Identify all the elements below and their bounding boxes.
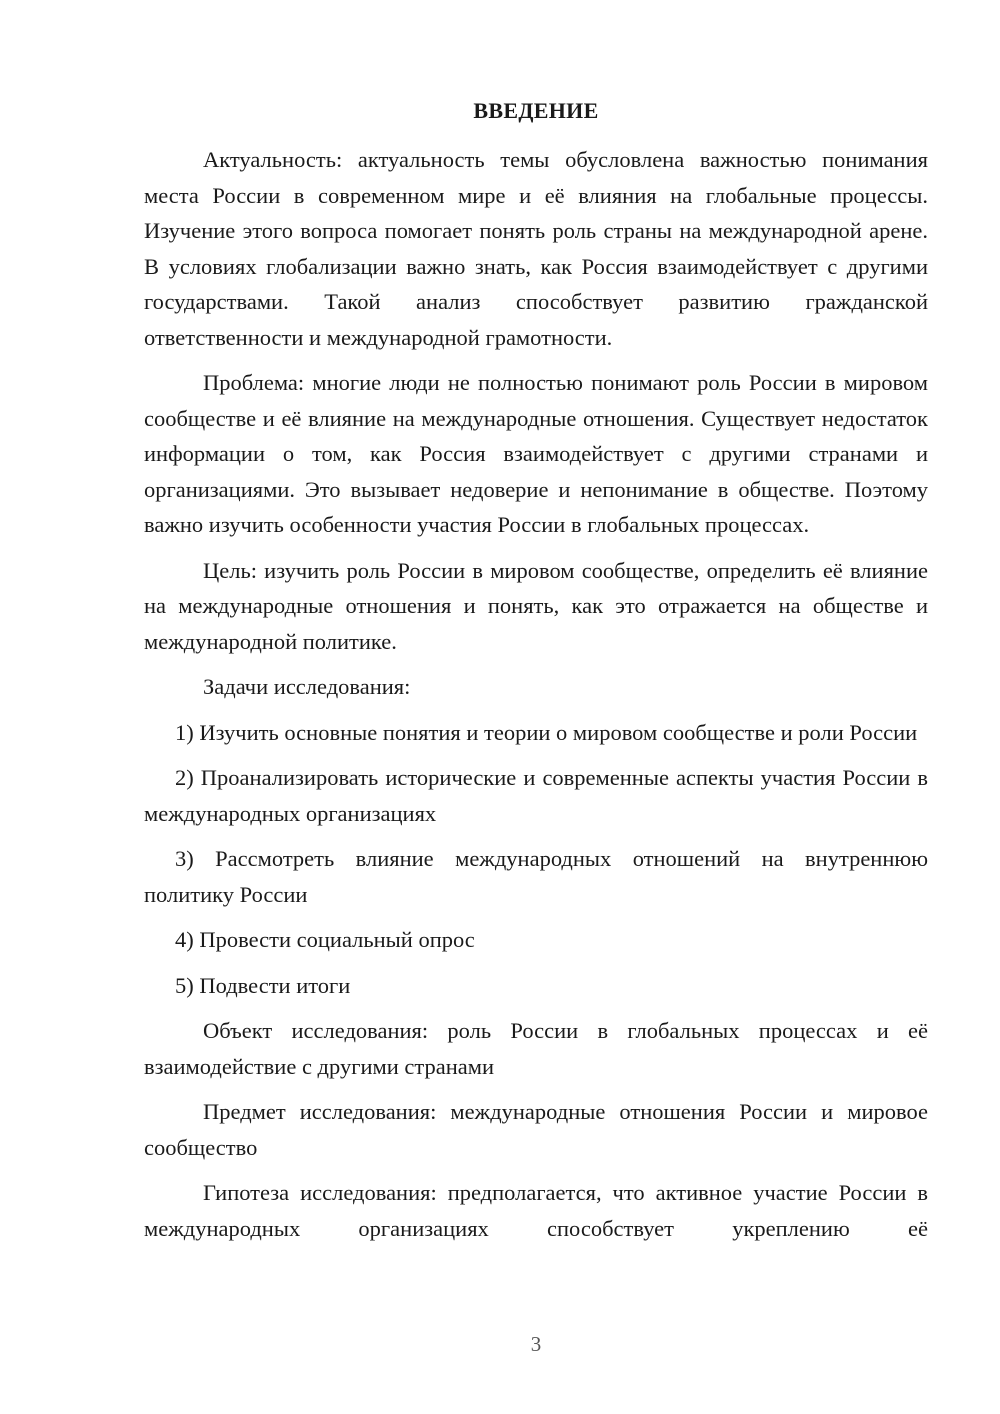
page-number: 3	[530, 1332, 542, 1356]
paragraph-goal: Цель: изучить роль России в мировом сообществе, определить её влияние на международные отношения и понять, как это отражается на обществе и международной политике.	[144, 557, 928, 654]
tasks-heading: Задачи исследования:	[203, 674, 411, 699]
page-content	[144, 93, 928, 1256]
task-item-3: 3) Рассмотреть влияние международных отношений на внутреннюю политику России	[144, 846, 928, 907]
task-item-5: 5) Подвести итоги	[175, 972, 351, 998]
paragraph-problem: Проблема: многие люди не полностью понимают роль России в мировом сообществе и её влияние на международные отношения. Существует недостаток информации о том, как Россия взаимодействует с другими странами и организациями. Это вызывает недоверие и непонимание в обществе. Поэтому важно изучить особенности участия России в глобальных процессах.	[144, 370, 928, 537]
paragraph-relevance: Актуальность: актуальность темы обусловлена важностью понимания места России в современном мире и её влияния на глобальные процессы. Изучение этого вопроса помогает понять роль страны на международной арене. В условиях глобализации важно знать, как Россия взаимодействует с другими государствами. Такой анализ способствует развитию гражданской ответственности и международной грамотности.	[144, 147, 928, 350]
paragraph-hypothesis: Гипотеза исследования: предполагается, что активное участие России в международных организациях способствует укреплению её	[144, 1180, 928, 1241]
section-title: ВВЕДЕНИЕ	[473, 98, 599, 123]
paragraph-subject: Предмет исследования: международные отношения России и мировое сообщество	[144, 1099, 928, 1160]
task-item-2: 2) Проанализировать исторические и современные аспекты участия России в международных организациях	[144, 765, 928, 826]
paragraph-object: Объект исследования: роль России в глобальных процессах и её взаимодействие с другими странами	[144, 1018, 928, 1079]
task-item-4: 4) Провести социальный опрос	[175, 927, 475, 952]
task-item-1: 1) Изучить основные понятия и теории о мировом сообществе и роли России	[175, 719, 918, 745]
